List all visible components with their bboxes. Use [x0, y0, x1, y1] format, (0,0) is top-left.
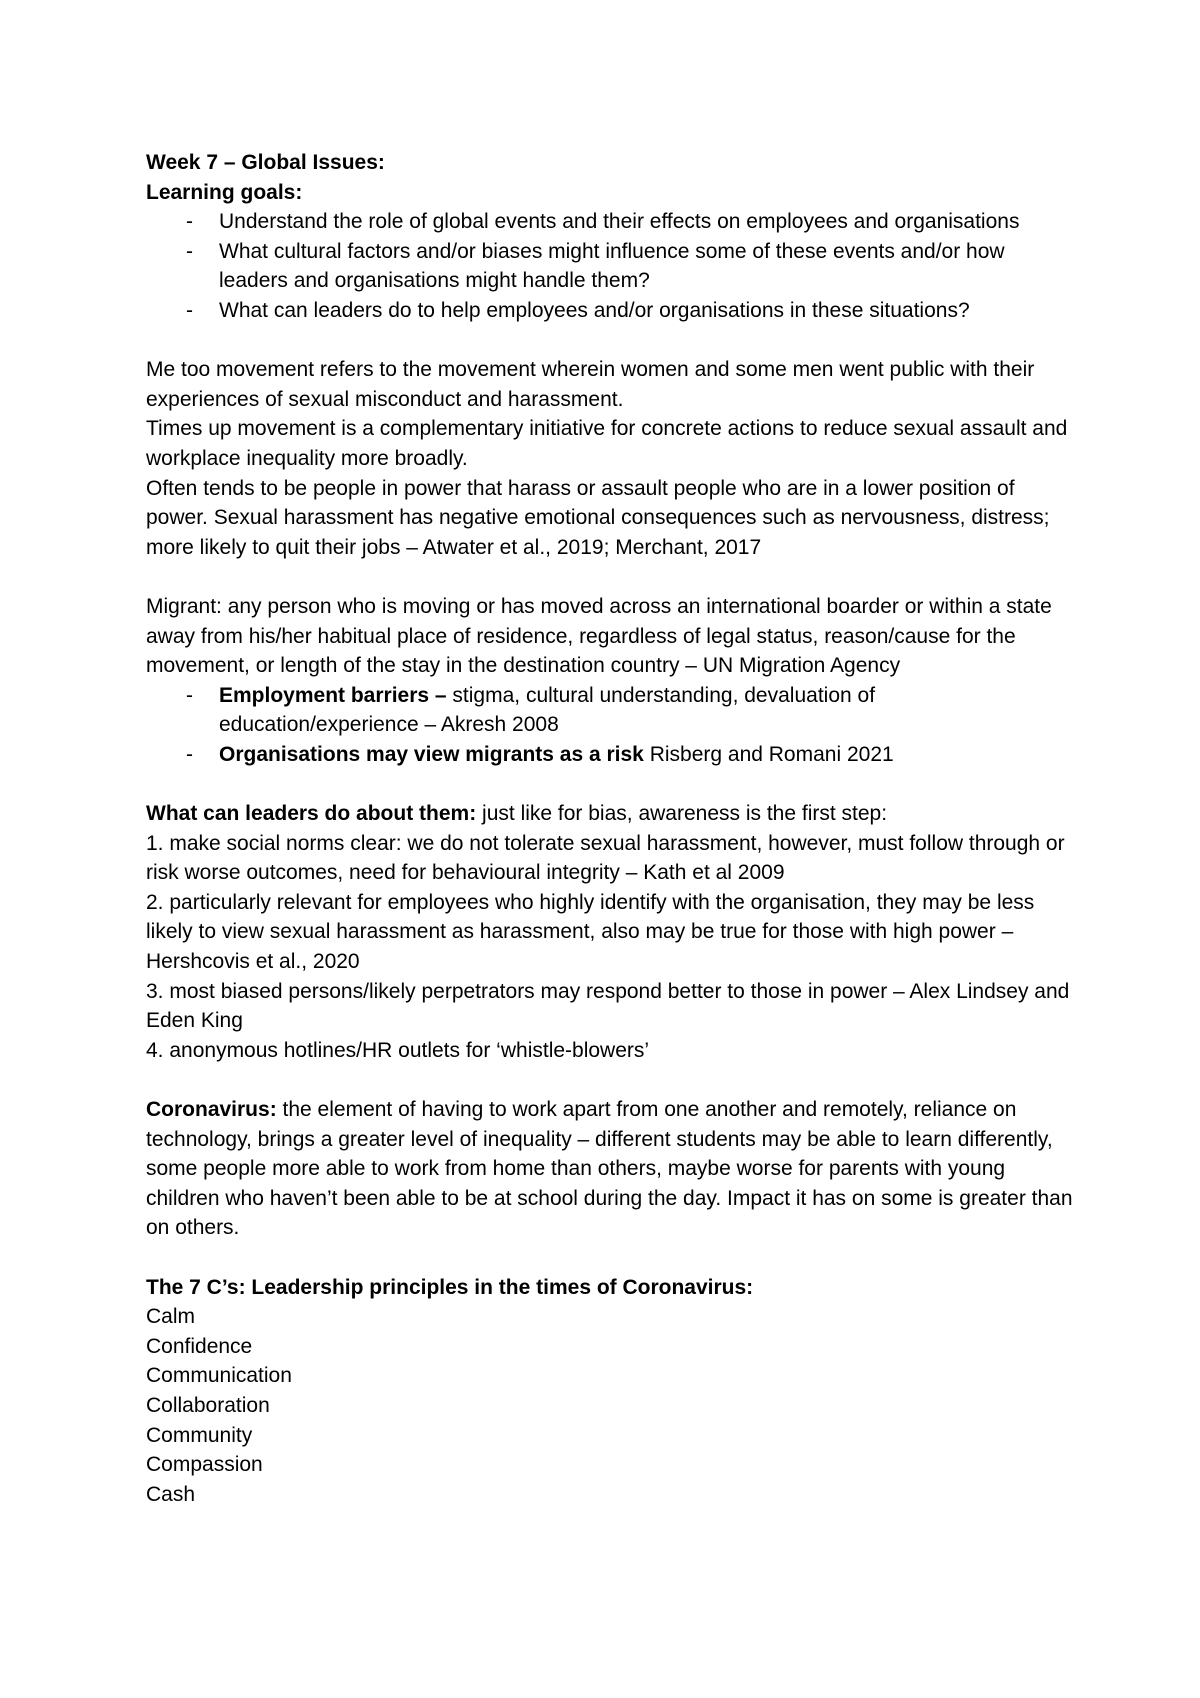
dash-bullet-icon: -: [186, 742, 193, 766]
list-item: [146, 740, 1076, 770]
coronavirus-paragraph: [146, 1095, 1076, 1243]
list-item: Communication: [146, 1364, 292, 1388]
paragraph-spacer: [146, 769, 1076, 799]
seven-cs-title: The 7 C’s: Leadership principles in the times of Coronavirus:: [146, 1275, 754, 1299]
leaders-point: 2. particularly relevant for employees who highly identify with the organisation, they may be less likely to view sexual harassment as harassment, also may be true for those with high power – Hershcovis et al., 2020: [146, 890, 1035, 974]
paragraph-spacer: [146, 326, 1076, 356]
leaders-intro: [146, 799, 1076, 829]
timesup-paragraph: Times up movement is a complementary initiative for concrete actions to reduce sexual assault and workplace inequality more broadly.: [146, 417, 1068, 470]
seven-cs-list: [146, 1302, 1076, 1509]
page-heading: Week 7 – Global Issues:: [146, 151, 385, 174]
leaders-intro-text: just like for bias, awareness is the first step:: [476, 802, 888, 826]
learning-goals-label: Learning goals:: [146, 180, 303, 204]
learning-goal-text: Understand the role of global events and their effects on employees and organisations: [219, 210, 1020, 234]
list-item: Compassion: [146, 1453, 263, 1477]
list-item: [146, 681, 1076, 740]
list-item: Calm: [146, 1305, 196, 1329]
list-item: Collaboration: [146, 1393, 270, 1417]
leaders-point: 1. make social norms clear: we do not tolerate sexual harassment, however, must follow through or risk worse outcomes, need for behavioural integrity – Kath et al 2009: [146, 831, 1065, 885]
dash-bullet-icon: -: [186, 298, 193, 322]
learning-goal-text: What can leaders do to help employees and/or organisations in these situations?: [219, 298, 970, 322]
leaders-label: What can leaders do about them:: [146, 802, 477, 826]
migrants-risk-text: Risberg and Romani 2021: [643, 742, 894, 766]
list-item: Cash: [146, 1482, 196, 1506]
coronavirus-text: the element of having to work apart from one another and remotely, reliance on technology, brings a greater level of inequality – different students may be able to learn differently, some people more able to work from home than others, maybe worse for parents with young children who haven’t been able to be at school during the day. Impact it has on some is greater than on others.: [146, 1098, 1073, 1240]
paragraph-spacer: [146, 562, 1076, 592]
learning-goals-list: [146, 207, 1076, 325]
leaders-point: 3. most biased persons/likely perpetrators may respond better to those in power – Alex Lindsey and Eden King: [146, 979, 1070, 1033]
dash-bullet-icon: -: [186, 210, 193, 234]
power-paragraph: Often tends to be people in power that harass or assault people who are in a lower position of power. Sexual harassment has negative emotional consequences such as nervousness, distress; more likely to quit their jobs – Atwater et al., 2019; Merchant, 2017: [146, 476, 1050, 559]
list-item: [146, 296, 1076, 326]
employment-barriers-label: Employment barriers –: [219, 683, 447, 707]
leaders-point: 4. anonymous hotlines/HR outlets for ‘whistle-blowers’: [146, 1038, 650, 1062]
learning-goal-text: What cultural factors and/or biases might influence some of these events and/or how leaders and organisations might handle them?: [219, 239, 1005, 293]
list-item: [146, 207, 1076, 237]
migrant-definition: Migrant: any person who is moving or has moved across an international boarder or within a state away from his/her habitual place of residence, regardless of legal status, reason/cause for the movement, or length of the stay in the destination country – UN Migration Agency: [146, 594, 1052, 678]
list-item: [146, 237, 1076, 296]
migrant-list: [146, 681, 1076, 770]
metoo-paragraph: Me too movement refers to the movement wherein women and some men went public with their experiences of sexual misconduct and harassment.: [146, 358, 1035, 411]
coronavirus-label: Coronavirus:: [146, 1098, 277, 1121]
paragraph-spacer: [146, 1065, 1076, 1095]
employment-barriers-text: stigma, cultural understanding, devaluation of education/experience – Akresh 2008: [219, 683, 876, 737]
dash-bullet-icon: -: [186, 683, 193, 707]
paragraph-spacer: [146, 1243, 1076, 1273]
migrants-risk-label: Organisations may view migrants as a risk: [219, 742, 644, 766]
document-body: [146, 148, 1076, 1509]
dash-bullet-icon: -: [186, 239, 193, 263]
list-item: Confidence: [146, 1334, 253, 1358]
list-item: Community: [146, 1423, 253, 1447]
